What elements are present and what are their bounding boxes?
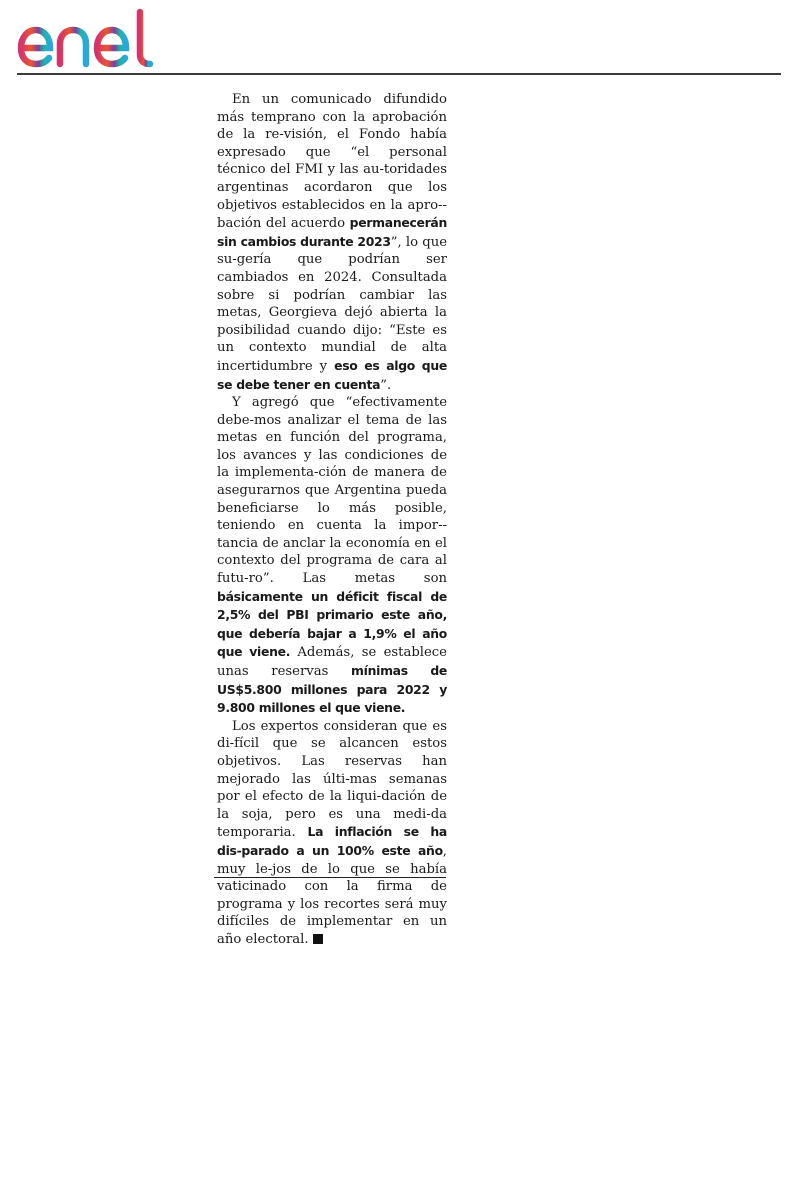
article-paragraph-3 [217,718,447,949]
text-segment: Y agregó que “efectivamente debe-mos analizar el tema de las metas en función del programa, los avances y las condiciones de la implementa-ción de manera de asegurarnos que Argentina pueda beneficiarse lo más posible, teniendo en cuenta la impor-tancia de anclar la economía en el contexto del programa de cara al futu-ro”. Las metas son [217,395,447,587]
text-segment: ”, lo que su-gería que podrían ser cambiados en 2024. Consultada sobre si podrían cambiar las metas, Georgieva dejó abierta la posibilidad cuando dijo: “Este es un contexto mundial de alta incertidumbre y [217,234,448,374]
text-segment: Los expertos consideran que es di-fícil que se alcancen estos objetivos. Las reservas han mejorado las últi-mas semanas por el efecto de la liqui-dación de la soja, pero es una medi-da temporaria. [217,718,447,841]
bold-highlight: básicamente un déficit fiscal de 2,5% del PBI primario este año, que debería bajar a 1,9% el año que viene. [217,588,447,660]
article-end-divider [214,877,446,878]
article-column [217,91,447,949]
article-paragraph-1 [217,91,447,394]
bold-highlight: permanecerán sin cambios durante 2023 [217,215,447,249]
enel-logo-graphic [16,8,172,68]
bold-highlight: mínimas de US$5.800 millones para 2022 y 9.800 millones el que viene. [217,663,447,716]
bold-highlight: La inflación se ha dis-parado a un 100% este año [217,824,447,858]
text-segment: Además, se establece unas reservas [217,645,447,679]
article-paragraph-2 [217,394,447,718]
text-segment: ”. [380,377,392,393]
text-segment: En un comunicado difundido más temprano con la aprobación de la re-visión, el Fondo había expresado que “el personal técnico del FMI y las au-toridades argentinas acordaron que los objetivos establecidos en la apro-bación del acuerdo [217,92,447,232]
enel-logo [16,8,172,68]
bold-highlight: eso es algo que se debe tener en cuenta [217,357,447,392]
end-of-article-mark [313,934,323,944]
text-segment: , muy le-jos de lo que se había vaticinado con la firma de programa y los recortes será muy difíciles de implementar en un año electoral. [217,843,447,947]
header-divider [17,73,781,75]
